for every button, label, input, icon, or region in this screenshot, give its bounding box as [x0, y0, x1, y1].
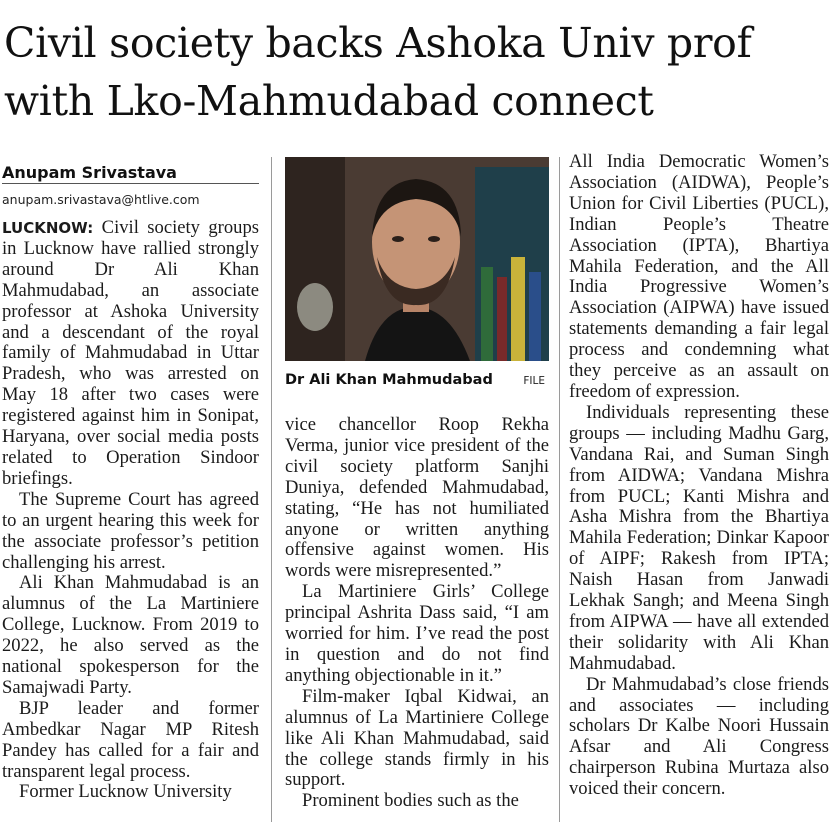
headline-line-1: Civil society backs Ashoka Univ prof	[4, 19, 752, 67]
author-email[interactable]: anupam.srivastava@htlive.com	[2, 192, 200, 207]
headline-line-2: with Lko-Mahmudabad connect	[4, 77, 654, 125]
paragraph: BJP leader and former Ambedkar Nagar MP Ritesh Pandey has called for a fair and transparent legal process.	[2, 697, 259, 782]
paragraph: All India Democratic Women’s Association (AIDWA), People’s Union for Civil Liberties (PUCL), Indian People’s Theatre Association (IPTA), Bhartiya Mahila Federation, and the All India Progressive Women’s Association (AIPWA) have issued statements demanding a fair legal process and condemning what they perceive as an assault on freedom of expression.	[569, 151, 829, 402]
headline	[4, 14, 829, 130]
paragraph: Dr Mahmudabad’s close friends and associates — including scholars Dr Kalbe Noori Hussain Afsar and Ali Congress chairperson Rubina Murtaza also voiced their concern.	[569, 673, 829, 800]
dateline: LUCKNOW:	[2, 219, 94, 237]
paragraph: Film-maker Iqbal Kidwai, an alumnus of La Martiniere College like Ali Khan Mahmudabad, said the college stands firmly in his support.	[285, 685, 549, 791]
author-name: Anupam Srivastava	[2, 163, 177, 182]
portrait-illustration	[285, 157, 549, 361]
portrait-photo	[285, 157, 549, 361]
paragraph: vice chancellor Roop Rekha Verma, junior vice president of the civil society platform Sanjhi Duniya, defended Mahmudabad, stating, “He has not humiliated anyone or written anything offensive against women. His words were misrepresented.”	[285, 414, 549, 582]
paragraph: La Martiniere Girls’ College principal Ashrita Dass said, “I am worried for him. I’ve read the post in question and do not find anything objectionable in it.”	[285, 581, 549, 686]
column-divider	[559, 157, 560, 822]
paragraph: Ali Khan Mahmudabad is an alumnus of the La Martiniere College, Lucknow. From 2019 to 2022, he also served as the national spokesperson for the Samajwadi Party.	[2, 572, 259, 698]
article-column-2	[285, 415, 549, 812]
column-divider	[271, 157, 272, 822]
byline-rule	[2, 183, 259, 184]
article-column-1	[2, 218, 259, 803]
paragraph: LUCKNOW: Civil society groups in Lucknow have rallied strongly around Dr Ali Khan Mahmudabad, an associate professor at Ashoka University and a descendant of the royal family of Mahmudabad in Uttar Pradesh, who was arrested on May 18 after two cases were registered against him in Sonipat, Haryana, over social media posts related to Operation Sindoor briefings.	[2, 217, 259, 489]
paragraph: Prominent bodies such as the	[302, 790, 519, 812]
photo-credit: FILE	[523, 375, 545, 387]
paragraph: The Supreme Court has agreed to an urgent hearing this week for the associate professor’s petition challenging his arrest.	[2, 488, 259, 573]
paragraph: Former Lucknow University	[19, 781, 232, 803]
article-column-3	[569, 152, 829, 800]
photo-caption	[285, 372, 549, 388]
caption-text: Dr Ali Khan Mahmudabad	[285, 372, 493, 388]
paragraph: Individuals representing these groups — including Madhu Garg, Vandana Rai, and Suman Singh from AIDWA; Vandana Mishra from PUCL; Kanti Mishra and Asha Mishra from the Bhartiya Mahila Federation; Dinkar Kapoor of AIPF; Rakesh from IPTA; Naish Hasan from Janwadi Lekhak Sangh; and Meena Singh from AIPWA — have all extended their solidarity with Ali Khan Mahmudabad.	[569, 401, 829, 674]
